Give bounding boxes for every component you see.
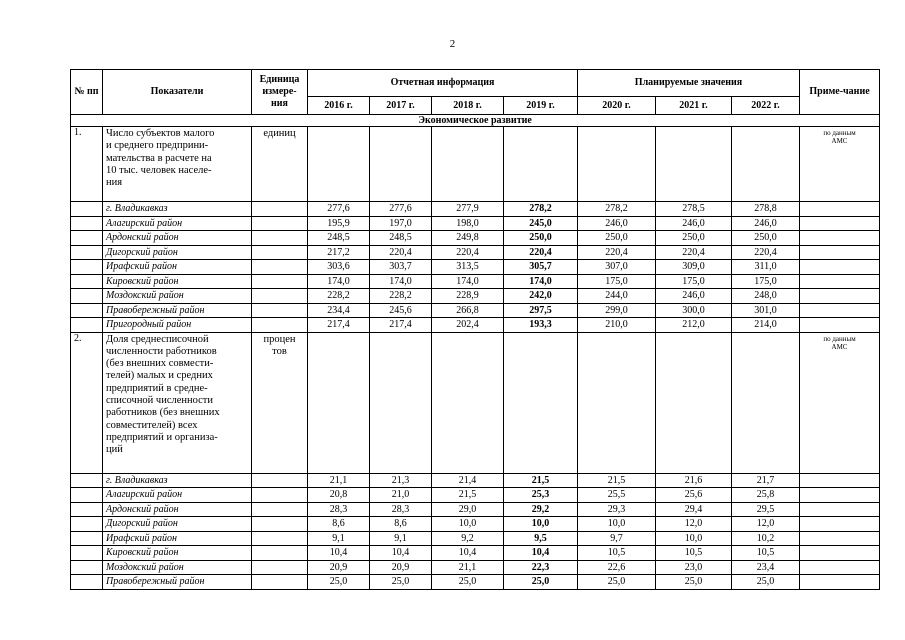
value-cell: 10,4 [308, 546, 370, 561]
empty-cell [432, 127, 504, 202]
indicator-title-line: и среднего предприни- [106, 140, 209, 152]
value-cell: 10,4 [432, 546, 504, 561]
empty-cell [800, 546, 880, 561]
value-cell: 277,9 [432, 202, 504, 217]
value-cell: 20,9 [370, 560, 432, 575]
indicator-unit-line: процен [263, 333, 296, 345]
indicator-title-line: мательства в расчете на [106, 152, 212, 164]
empty-cell [800, 488, 880, 503]
value-cell: 278,8 [732, 202, 800, 217]
value-cell: 28,3 [370, 502, 432, 517]
value-cell: 25,6 [656, 488, 732, 503]
value-cell: 21,4 [432, 473, 504, 488]
value-cell: 22,3 [504, 560, 578, 575]
empty-cell [308, 332, 370, 473]
empty-cell [71, 502, 103, 517]
district-name: Кировский район [103, 274, 252, 289]
value-cell: 220,4 [370, 245, 432, 260]
value-cell: 21,3 [370, 473, 432, 488]
value-cell: 198,0 [432, 216, 504, 231]
value-cell: 250,0 [732, 231, 800, 246]
indicator-title-line: Число субъектов малого [106, 128, 215, 139]
empty-cell [800, 517, 880, 532]
district-name: Моздокский район [103, 560, 252, 575]
value-cell: 242,0 [504, 289, 578, 304]
value-cell: 25,0 [370, 575, 432, 590]
value-cell: 9,7 [578, 531, 656, 546]
value-cell: 250,0 [656, 231, 732, 246]
value-cell: 278,2 [504, 202, 578, 217]
empty-cell [308, 127, 370, 202]
indicator-number: 2. [71, 332, 103, 473]
value-cell: 21,0 [370, 488, 432, 503]
value-cell: 28,3 [308, 502, 370, 517]
value-cell: 250,0 [578, 231, 656, 246]
header-year: 2018 г. [432, 97, 504, 115]
empty-cell [252, 303, 308, 318]
value-cell: 9,1 [308, 531, 370, 546]
district-name: г. Владикавказ [103, 473, 252, 488]
empty-cell [252, 202, 308, 217]
header-year: 2016 г. [308, 97, 370, 115]
empty-cell [578, 127, 656, 202]
value-cell: 313,5 [432, 260, 504, 275]
empty-cell [800, 289, 880, 304]
empty-cell [71, 289, 103, 304]
indicators-table [70, 69, 880, 590]
district-row [71, 231, 880, 246]
empty-cell [252, 546, 308, 561]
district-name: Ардонский район [103, 231, 252, 246]
empty-cell [252, 260, 308, 275]
district-row [71, 289, 880, 304]
value-cell: 277,6 [308, 202, 370, 217]
indicator-title-line: численности работников [106, 345, 217, 357]
district-name: Алагирский район [103, 488, 252, 503]
empty-cell [800, 502, 880, 517]
district-name: Моздокский район [103, 289, 252, 304]
indicator-unit [252, 332, 308, 473]
district-row [71, 531, 880, 546]
value-cell: 278,5 [656, 202, 732, 217]
value-cell: 25,8 [732, 488, 800, 503]
value-cell: 217,2 [308, 245, 370, 260]
empty-cell [71, 202, 103, 217]
empty-cell [252, 245, 308, 260]
empty-cell [800, 303, 880, 318]
district-name: Ирафский район [103, 260, 252, 275]
value-cell: 220,4 [432, 245, 504, 260]
value-cell: 23,4 [732, 560, 800, 575]
value-cell: 29,5 [732, 502, 800, 517]
empty-cell [504, 127, 578, 202]
indicator-title [103, 127, 252, 202]
value-cell: 21,1 [432, 560, 504, 575]
empty-cell [71, 260, 103, 275]
value-cell: 25,0 [578, 575, 656, 590]
value-cell: 303,7 [370, 260, 432, 275]
value-cell: 210,0 [578, 318, 656, 333]
value-cell: 10,5 [578, 546, 656, 561]
value-cell: 175,0 [656, 274, 732, 289]
value-cell: 9,5 [504, 531, 578, 546]
indicator-header-row [71, 127, 880, 202]
indicator-title-line: ния [106, 177, 123, 189]
empty-cell [252, 231, 308, 246]
header-note: Приме-чание [800, 70, 880, 115]
value-cell: 29,3 [578, 502, 656, 517]
header-year: 2020 г. [578, 97, 656, 115]
value-cell: 300,0 [656, 303, 732, 318]
value-cell: 10,0 [432, 517, 504, 532]
value-cell: 25,3 [504, 488, 578, 503]
empty-cell [71, 488, 103, 503]
indicator-title-line: совместителей) всех [106, 419, 198, 431]
value-cell: 297,5 [504, 303, 578, 318]
district-row [71, 274, 880, 289]
value-cell: 228,2 [308, 289, 370, 304]
value-cell: 10,0 [504, 517, 578, 532]
empty-cell [252, 502, 308, 517]
value-cell: 29,0 [432, 502, 504, 517]
empty-cell [800, 274, 880, 289]
empty-cell [252, 531, 308, 546]
value-cell: 244,0 [578, 289, 656, 304]
empty-cell [800, 231, 880, 246]
empty-cell [252, 216, 308, 231]
empty-cell [370, 332, 432, 473]
value-cell: 217,4 [370, 318, 432, 333]
indicator-note [800, 127, 880, 202]
empty-cell [71, 531, 103, 546]
district-name: Кировский район [103, 546, 252, 561]
header-year: 2021 г. [656, 97, 732, 115]
value-cell: 25,0 [504, 575, 578, 590]
value-cell: 228,9 [432, 289, 504, 304]
empty-cell [252, 517, 308, 532]
empty-cell [370, 127, 432, 202]
empty-cell [252, 318, 308, 333]
district-name: Дигорский район [103, 245, 252, 260]
value-cell: 278,2 [578, 202, 656, 217]
value-cell: 9,1 [370, 531, 432, 546]
district-row [71, 216, 880, 231]
value-cell: 10,5 [732, 546, 800, 561]
district-row [71, 502, 880, 517]
indicator-title-line: работников (без внешних [106, 407, 220, 419]
empty-cell [656, 127, 732, 202]
district-row [71, 202, 880, 217]
value-cell: 10,0 [578, 517, 656, 532]
value-cell: 311,0 [732, 260, 800, 275]
district-row [71, 517, 880, 532]
value-cell: 12,0 [732, 517, 800, 532]
value-cell: 245,0 [504, 216, 578, 231]
district-name: Дигорский район [103, 517, 252, 532]
empty-cell [252, 289, 308, 304]
value-cell: 175,0 [732, 274, 800, 289]
empty-cell [252, 575, 308, 590]
empty-cell [252, 274, 308, 289]
header-reported: Отчетная информация [308, 70, 578, 97]
value-cell: 29,2 [504, 502, 578, 517]
indicator-number: 1. [71, 127, 103, 202]
value-cell: 197,0 [370, 216, 432, 231]
header-year: 2019 г. [504, 97, 578, 115]
district-name: Правобережный район [103, 575, 252, 590]
empty-cell [252, 473, 308, 488]
district-row [71, 575, 880, 590]
value-cell: 234,4 [308, 303, 370, 318]
value-cell: 21,5 [578, 473, 656, 488]
empty-cell [71, 303, 103, 318]
value-cell: 25,0 [432, 575, 504, 590]
value-cell: 250,0 [504, 231, 578, 246]
value-cell: 175,0 [578, 274, 656, 289]
indicator-title-line: списочной численности [106, 394, 214, 406]
value-cell: 20,9 [308, 560, 370, 575]
district-row [71, 560, 880, 575]
value-cell: 174,0 [504, 274, 578, 289]
indicator-note-line: по данным [823, 334, 856, 343]
value-cell: 21,5 [504, 473, 578, 488]
value-cell: 9,2 [432, 531, 504, 546]
district-name: Алагирский район [103, 216, 252, 231]
value-cell: 299,0 [578, 303, 656, 318]
indicator-title-line: 10 тыс. человек населе- [106, 164, 212, 176]
value-cell: 174,0 [370, 274, 432, 289]
empty-cell [800, 318, 880, 333]
value-cell: 20,8 [308, 488, 370, 503]
value-cell: 23,0 [656, 560, 732, 575]
empty-cell [732, 332, 800, 473]
empty-cell [732, 127, 800, 202]
header-row-1 [71, 70, 880, 97]
empty-cell [71, 216, 103, 231]
value-cell: 214,0 [732, 318, 800, 333]
value-cell: 195,9 [308, 216, 370, 231]
indicator-unit-line: тов [272, 345, 287, 357]
value-cell: 246,0 [656, 289, 732, 304]
empty-cell [71, 517, 103, 532]
empty-cell [71, 560, 103, 575]
empty-cell [578, 332, 656, 473]
indicator-unit: единиц [252, 127, 308, 202]
indicator-title-line: предприятий и организа- [106, 431, 218, 443]
empty-cell [800, 245, 880, 260]
empty-cell [800, 473, 880, 488]
value-cell: 245,6 [370, 303, 432, 318]
value-cell: 202,4 [432, 318, 504, 333]
district-row [71, 318, 880, 333]
value-cell: 220,4 [732, 245, 800, 260]
value-cell: 25,0 [732, 575, 800, 590]
empty-cell [800, 531, 880, 546]
value-cell: 22,6 [578, 560, 656, 575]
district-name: Ардонский район [103, 502, 252, 517]
empty-cell [800, 560, 880, 575]
value-cell: 21,7 [732, 473, 800, 488]
district-name: Пригородный район [103, 318, 252, 333]
empty-cell [71, 245, 103, 260]
value-cell: 248,5 [370, 231, 432, 246]
value-cell: 266,8 [432, 303, 504, 318]
empty-cell [800, 202, 880, 217]
value-cell: 21,1 [308, 473, 370, 488]
indicator-title [103, 332, 252, 473]
value-cell: 29,4 [656, 502, 732, 517]
value-cell: 303,6 [308, 260, 370, 275]
value-cell: 246,0 [732, 216, 800, 231]
empty-cell [432, 332, 504, 473]
indicator-header-row [71, 332, 880, 473]
empty-cell [504, 332, 578, 473]
district-row [71, 473, 880, 488]
value-cell: 220,4 [504, 245, 578, 260]
value-cell: 12,0 [656, 517, 732, 532]
value-cell: 10,4 [370, 546, 432, 561]
value-cell: 212,0 [656, 318, 732, 333]
empty-cell [252, 488, 308, 503]
district-row [71, 303, 880, 318]
value-cell: 248,5 [308, 231, 370, 246]
value-cell: 309,0 [656, 260, 732, 275]
value-cell: 10,4 [504, 546, 578, 561]
district-row [71, 260, 880, 275]
value-cell: 249,8 [432, 231, 504, 246]
empty-cell [800, 575, 880, 590]
value-cell: 193,3 [504, 318, 578, 333]
value-cell: 277,6 [370, 202, 432, 217]
empty-cell [800, 260, 880, 275]
header-planned: Планируемые значения [578, 70, 800, 97]
header-year: 2017 г. [370, 97, 432, 115]
district-row [71, 546, 880, 561]
indicator-note [800, 332, 880, 473]
indicator-note-line: АМС [831, 137, 848, 145]
indicator-title-line: ций [106, 444, 123, 456]
district-name: Правобережный район [103, 303, 252, 318]
indicator-title-line: телей) малых и средних [106, 370, 213, 382]
value-cell: 174,0 [432, 274, 504, 289]
indicator-title-line: Доля среднесписочной [106, 333, 209, 345]
indicator-note-line: по данным [823, 129, 856, 137]
header-indicators: Показатели [103, 70, 252, 115]
section-row [71, 115, 880, 127]
empty-cell [71, 318, 103, 333]
value-cell: 305,7 [504, 260, 578, 275]
value-cell: 174,0 [308, 274, 370, 289]
value-cell: 10,5 [656, 546, 732, 561]
value-cell: 10,0 [656, 531, 732, 546]
empty-cell [656, 332, 732, 473]
value-cell: 220,4 [656, 245, 732, 260]
value-cell: 25,0 [308, 575, 370, 590]
value-cell: 21,6 [656, 473, 732, 488]
district-name: Ирафский район [103, 531, 252, 546]
empty-cell [71, 274, 103, 289]
value-cell: 248,0 [732, 289, 800, 304]
empty-cell [252, 560, 308, 575]
value-cell: 220,4 [578, 245, 656, 260]
header-num: № пп [71, 70, 103, 115]
indicator-title-line: (без внешних совмести- [106, 358, 214, 370]
value-cell: 25,5 [578, 488, 656, 503]
indicator-title-line: предприятий в средне- [106, 382, 208, 394]
value-cell: 10,2 [732, 531, 800, 546]
value-cell: 246,0 [578, 216, 656, 231]
indicator-note-line: АМС [831, 342, 848, 351]
value-cell: 228,2 [370, 289, 432, 304]
value-cell: 25,0 [656, 575, 732, 590]
empty-cell [71, 231, 103, 246]
empty-cell [800, 216, 880, 231]
district-row [71, 245, 880, 260]
empty-cell [71, 473, 103, 488]
empty-cell [71, 546, 103, 561]
section-title: Экономическое развитие [71, 115, 880, 127]
value-cell: 21,5 [432, 488, 504, 503]
header-year: 2022 г. [732, 97, 800, 115]
value-cell: 8,6 [370, 517, 432, 532]
value-cell: 246,0 [656, 216, 732, 231]
header-unit: Единица измере-ния [252, 70, 308, 115]
value-cell: 8,6 [308, 517, 370, 532]
page-number: 2 [449, 38, 456, 50]
value-cell: 301,0 [732, 303, 800, 318]
value-cell: 217,4 [308, 318, 370, 333]
district-row [71, 488, 880, 503]
empty-cell [71, 575, 103, 590]
value-cell: 307,0 [578, 260, 656, 275]
district-name: г. Владикавказ [103, 202, 252, 217]
